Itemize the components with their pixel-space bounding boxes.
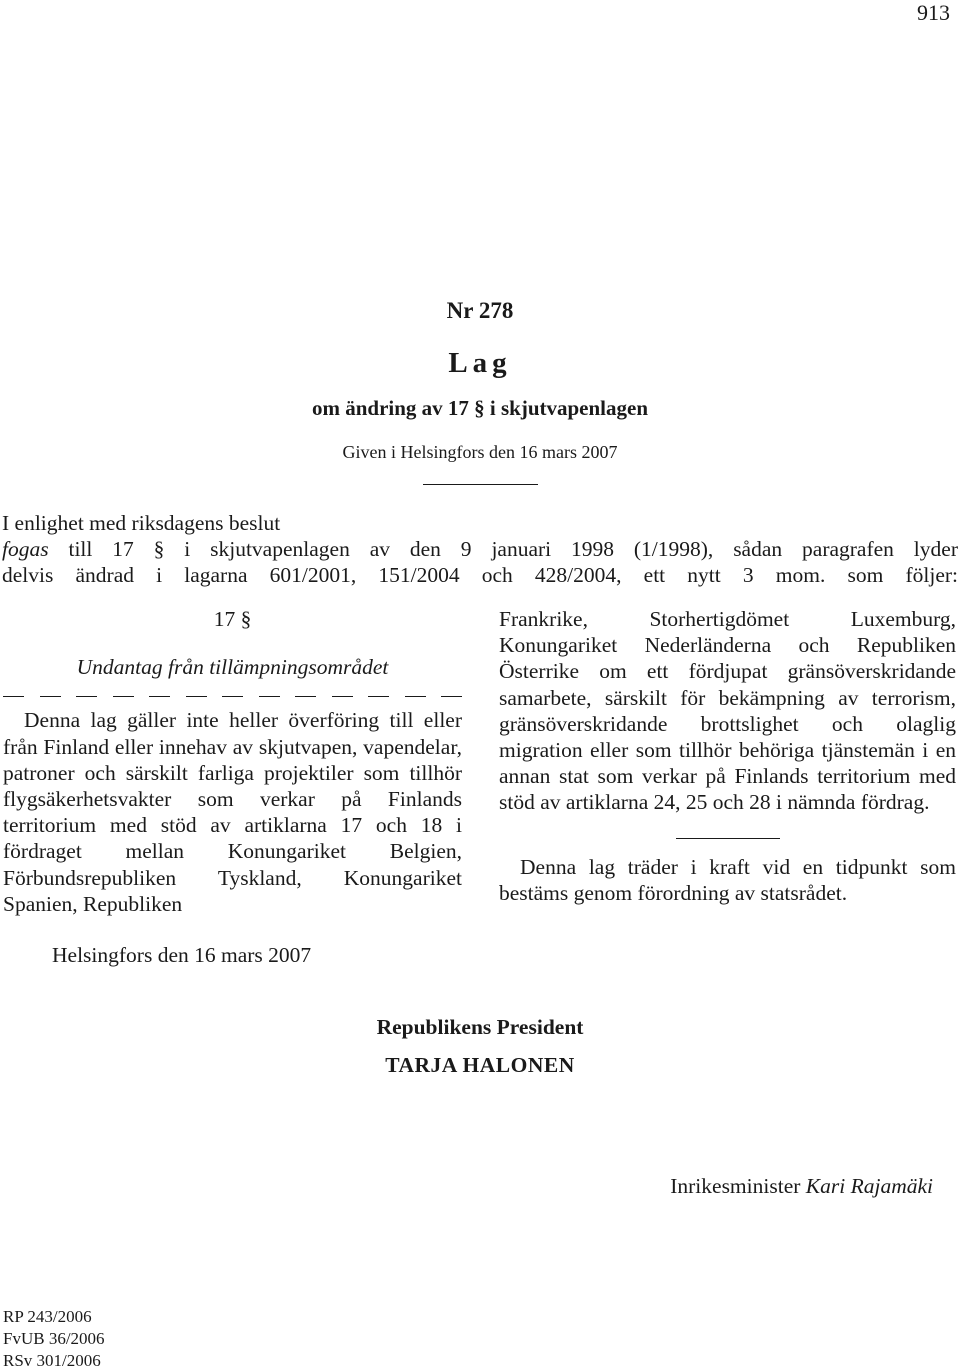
minister-name: Kari Rajamäki xyxy=(805,1174,933,1198)
preamble-italic-word: fogas xyxy=(2,537,49,561)
reference-item: RSv 301/2006 xyxy=(3,1351,101,1370)
section-end-rule xyxy=(676,838,780,839)
given-line: Given i Helsingfors den 16 mars 2007 xyxy=(342,442,618,462)
section-body-right: Frankrike, Storhertigdömet Luxemburg, Konungariket Nederländerna och Republiken Österrike om ett fördjupat gränsöverskridande samarbete, särskilt för bekämpning av terrorism, gränsöverskridande brottslighet och olaglig migration eller som tillhör behöriga tjänstemän i en annan stat som verkar på Finlands territorium med stöd av artiklarna 24, 25 och 28 i nämnda fördrag. xyxy=(499,607,956,815)
president-title: Republikens President xyxy=(376,1015,584,1039)
entry-into-force: Denna lag träder i kraft vid en tidpunkt som bestäms genom förordning av statsrådet. xyxy=(499,854,956,905)
place-date: Helsingfors den 16 mars 2007 xyxy=(52,943,312,967)
preamble-line-2-rest: till 17 § i skjutvapenlagen av den 9 januari 1998 (1/1998), sådan paragrafen lyder xyxy=(48,537,958,561)
minister-title: Inrikesminister xyxy=(670,1174,806,1198)
page-number: 913 xyxy=(917,0,950,25)
preamble-line-2 xyxy=(2,536,958,562)
president-name: TARJA HALONEN xyxy=(385,1053,575,1077)
law-number: Nr 278 xyxy=(446,298,514,323)
preamble-line-1: I enlighet med riksdagens beslut xyxy=(2,511,281,535)
law-subtitle: om ändring av 17 § i skjutvapenlagen xyxy=(311,396,649,420)
right-column xyxy=(499,606,956,906)
document-type-heading: Lag xyxy=(448,347,512,379)
section-heading: Undantag från tillämpningsområdet xyxy=(76,655,389,680)
left-column xyxy=(3,606,462,917)
preamble-line-3: delvis ändrad i lagarna 601/2001, 151/2004 och 428/2004, ett nytt 3 mom. som följer: xyxy=(2,563,958,587)
references xyxy=(3,1306,105,1372)
omitted-text-dashes xyxy=(3,696,462,697)
reference-item: RP 243/2006 xyxy=(3,1307,92,1326)
section-body-left: Denna lag gäller inte heller överföring till eller från Finland eller innehav av skjutvapen, vapendelar, patroner och särskilt farliga projektiler som tillhör flygsäkerhetsvakter som verkar på Finlands territorium med stöd av artiklarna 17 och 18 i fördraget mellan Konungariket Belgien, Förbundsrepubliken Tyskland, Konungariket Spanien, Republiken xyxy=(3,708,462,916)
reference-item: FvUB 36/2006 xyxy=(3,1329,105,1348)
minister-signature xyxy=(670,1174,933,1199)
section-number: 17 § xyxy=(213,607,252,631)
title-separator-rule xyxy=(423,484,538,485)
preamble xyxy=(2,510,958,588)
